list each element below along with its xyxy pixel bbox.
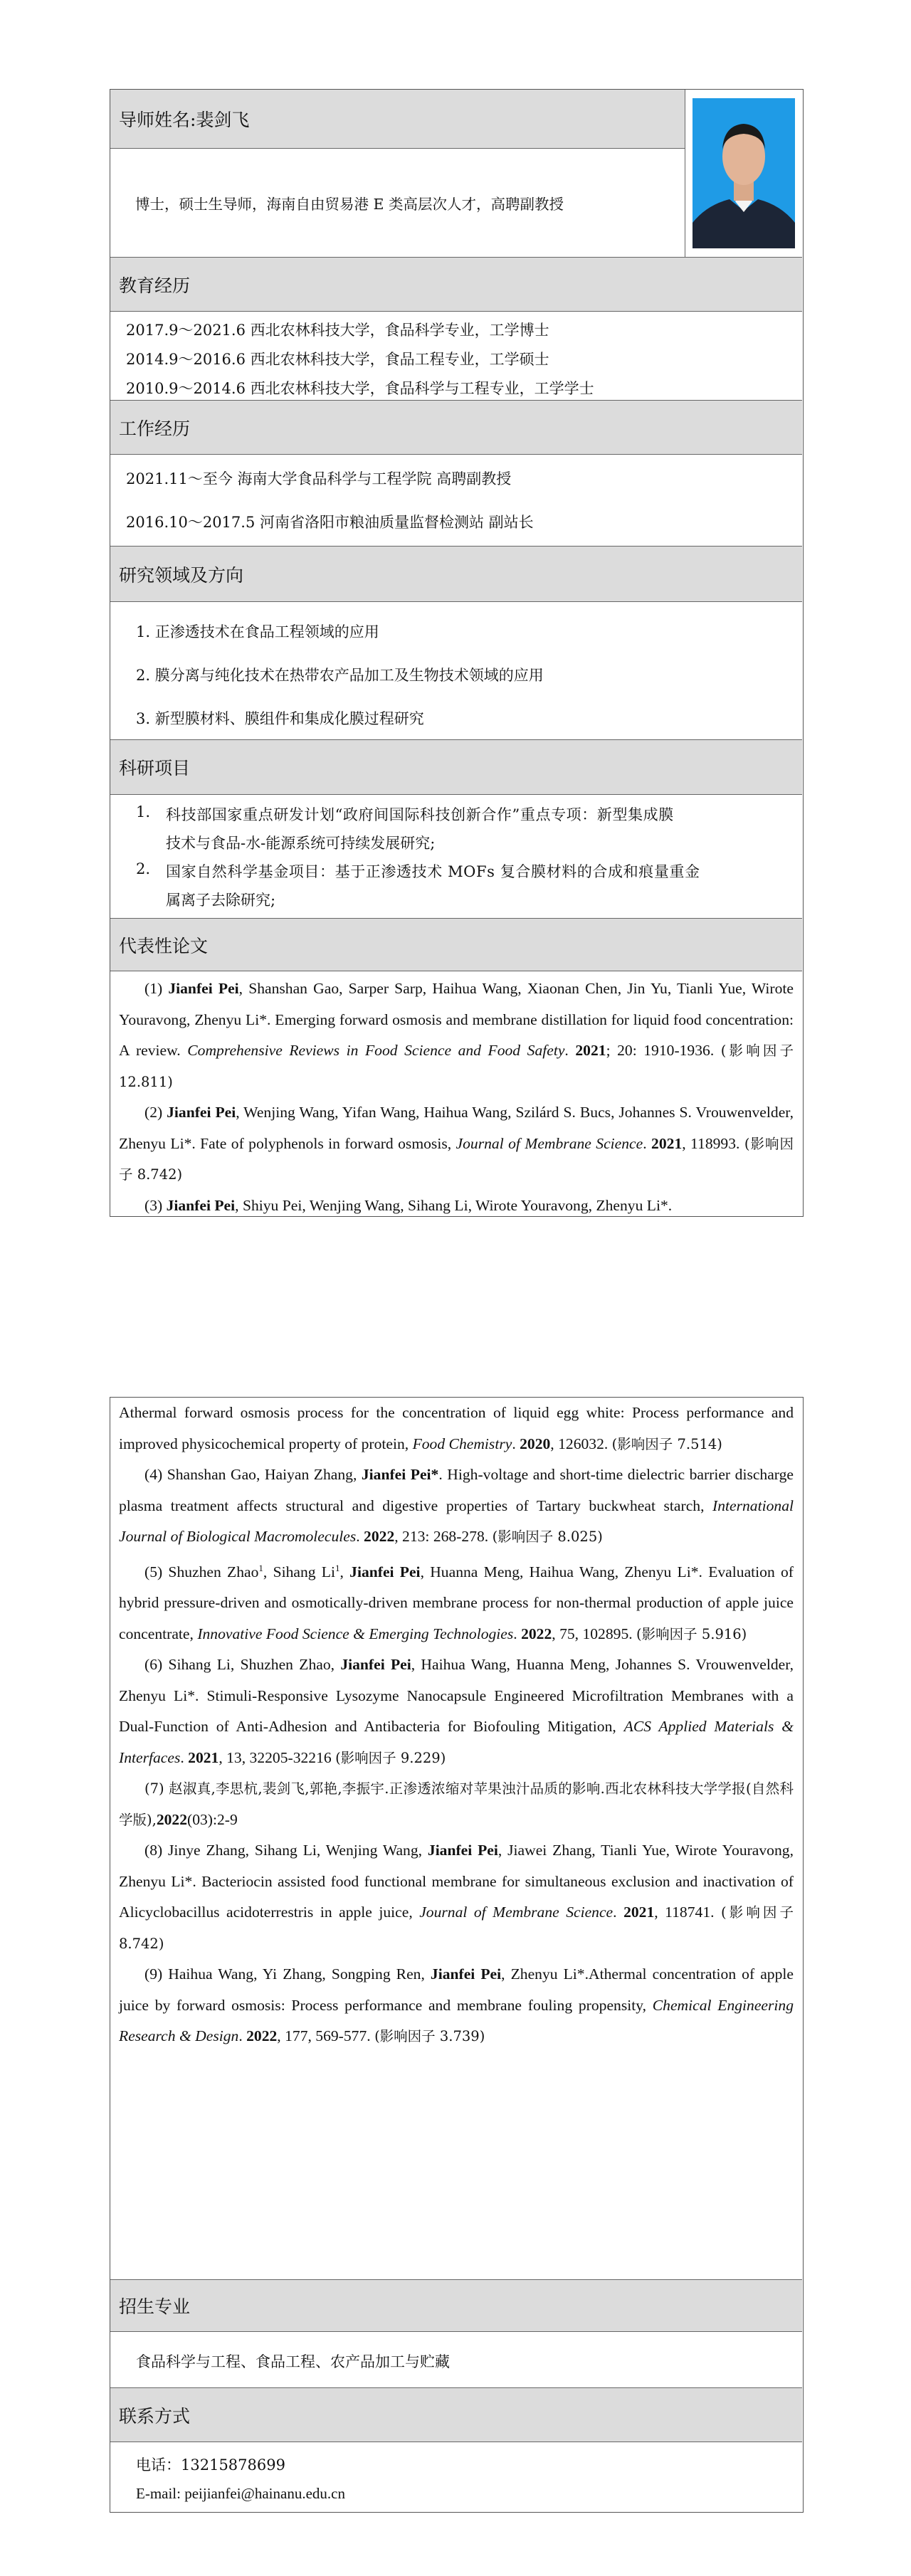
contact-email: E-mail: peijianfei@hainanu.edu.cn <box>136 2485 345 2502</box>
paper-entry-3-end: Athermal forward osmosis process for the concentration of liquid egg white: Process performance and improved physicochemical property of protein, Food Chemistry. 2020, 126032. (影响因子 7.514) <box>119 1404 794 1452</box>
work-title: 工作经历 <box>119 418 191 439</box>
paper-entry-4: (4) Shanshan Gao, Haiyan Zhang, Jianfei Pei*. High-voltage and short-time dielectric barrier discharge plasma treatment affects structural and digestive properties of Tartary buckwheat starch, International Journal of Biological Macromolecules. 2022, 213: 268-278. (影响因子 8.025) <box>119 1466 794 1545</box>
admission-header <box>110 2279 802 2332</box>
research-item: 2. 膜分离与纯化技术在热带农产品加工及生物技术领域的应用 <box>136 667 544 684</box>
paper-entry-5: (5) Shuzhen Zhao$^1$, Sihang Li$^1$, Jianfei Pei, Huanna Meng, Haihua Wang, Zhenyu Li*. Evaluation of hybrid pressure-driven and osmotically-driven membrane process for non-thermal production of apple juice concentrate, Innovative Food Science & Emerging Technologies. 2022, 75, 102895. (影响因子 5.916) <box>119 1562 794 1642</box>
contact-phone: 电话：13215878699 <box>136 2456 285 2474</box>
paper-entry-8: (8) Jinye Zhang, Sihang Li, Wenjing Wang, Jianfei Pei, Jiawei Zhang, Tianli Yue, Wirote Youravong, Zhenyu Li*. Bacteriocin assisted food functional membrane for simultaneous exclusion and inactivation of Alicyclobacillus acidoterrestris in apple juice, Journal of Membrane Science. 2021, 118741. (影响因子 8.742) <box>119 1842 794 1952</box>
project-text: 技术与食品-水-能源系统可持续发展研究; <box>166 835 436 852</box>
education-item: 2010.9～2014.6 西北农林科技大学，食品科学与工程专业，工学学士 <box>126 380 594 397</box>
project-text: 国家自然科学基金项目：基于正渗透技术 MOFs 复合膜材料的合成和痕量重金 <box>166 863 700 880</box>
contact-body <box>110 2442 802 2511</box>
research-list <box>110 602 802 739</box>
paper-entry-9: (9) Haihua Wang, Yi Zhang, Songping Ren, Jianfei Pei, Zhenyu Li*.Athermal concentration of apple juice by forward osmosis: Process performance and membrane fouling propensity, Chemical Engineering Research & Design. 2022, 177, 569-577. (影响因子 3.739) <box>119 1965 794 2045</box>
projects-title: 科研项目 <box>119 758 191 778</box>
education-header <box>110 257 802 312</box>
advisor-photo <box>693 98 795 248</box>
name-header-cell <box>110 90 685 149</box>
papers-title: 代表性论文 <box>119 935 209 956</box>
papers-header <box>110 918 802 971</box>
advisor-summary: 博士，硕士生导师，海南自由贸易港 E 类高层次人才，高聘副教授 <box>135 196 564 213</box>
admission-body <box>110 2332 802 2387</box>
contact-title: 联系方式 <box>119 2405 191 2427</box>
education-item: 2014.9～2016.6 西北农林科技大学，食品工程专业，工学硕士 <box>126 351 549 368</box>
admission-majors: 食品科学与工程、食品工程、农产品加工与贮藏 <box>136 2353 450 2370</box>
work-item: 2021.11～至今 海南大学食品科学与工程学院 高聘副教授 <box>126 470 512 487</box>
education-title: 教育经历 <box>119 275 191 296</box>
project-text: 属离子去除研究; <box>166 892 276 909</box>
paper-entry-2: (2) Jianfei Pei, Wenjing Wang, Yifan Wang, Haihua Wang, Szilárd S. Bucs, Johannes S. Vrouwenvelder, Zhenyu Li*. Fate of polyphenols in forward osmosis, Journal of Membrane Science. 2021, 118993. (影响因子 8.742) <box>119 1104 794 1183</box>
projects-header <box>110 739 802 795</box>
page1-box <box>110 89 804 1217</box>
paper-entry-6: (6) Sihang Li, Shuzhen Zhao, Jianfei Pei, Haihua Wang, Huanna Meng, Johannes S. Vrouwenvelder, Zhenyu Li*. Stimuli-Responsive Lysozyme Nanocapsule Engineered Microfiltration Membranes with a Dual-Function of Anti-Adhesion and Antibacteria for Biofouling Mitigation, ACS Applied Materials & Interfaces. 2021, 13, 32205-32216 (影响因子 9.229) <box>119 1656 794 1766</box>
papers-list-part2 <box>110 1398 802 2052</box>
research-title: 研究领域及方向 <box>119 564 244 586</box>
paper-entry-1: (1) Jianfei Pei, Shanshan Gao, Sarper Sarp, Haihua Wang, Xiaonan Chen, Jin Yu, Tianli Yue, Wirote Youravong, Zhenyu Li*. Emerging forward osmosis and membrane distillation for liquid food concentration: A review. Comprehensive Reviews in Food Science and Food Safety. 2021; 20: 1910-1936. (影响因子 12.811) <box>119 980 794 1090</box>
work-item: 2016.10～2017.5 河南省洛阳市粮油质量监督检测站 副站长 <box>126 514 534 531</box>
summary-cell <box>110 149 685 257</box>
research-header <box>110 546 802 602</box>
advisor-name-label: 导师姓名:裴剑飞 <box>119 110 250 130</box>
project-number: 2. <box>136 860 151 877</box>
project-text: 科技部国家重点研发计划“政府间国际科技创新合作”重点专项：新型集成膜 <box>166 806 674 823</box>
projects-list <box>110 795 802 918</box>
research-item: 1. 正渗透技术在食品工程领域的应用 <box>136 623 379 640</box>
contact-header <box>110 2387 802 2442</box>
paper-entry-3-start: (3) Jianfei Pei, Shiyu Pei, Wenjing Wang, Sihang Li, Wirote Youravong, Zhenyu Li*. <box>144 1196 673 1214</box>
education-list <box>110 312 802 400</box>
work-header <box>110 400 802 455</box>
papers-list-part1 <box>110 973 802 1221</box>
project-number: 1. <box>136 803 151 820</box>
paper-entry-7: (7) 赵淑真,李思杭,裴剑飞,郭艳,李振宇.正渗透浓缩对苹果浊汁品质的影响.西北农林科技大学学报(自然科学版),2022(03):2-9 <box>119 1780 794 1828</box>
photo-cell <box>685 90 802 257</box>
research-item: 3. 新型膜材料、膜组件和集成化膜过程研究 <box>136 710 424 727</box>
page2-box <box>110 1397 804 2513</box>
work-list <box>110 455 802 546</box>
admission-title: 招生专业 <box>119 2296 191 2317</box>
education-item: 2017.9～2021.6 西北农林科技大学，食品科学专业，工学博士 <box>126 322 549 339</box>
